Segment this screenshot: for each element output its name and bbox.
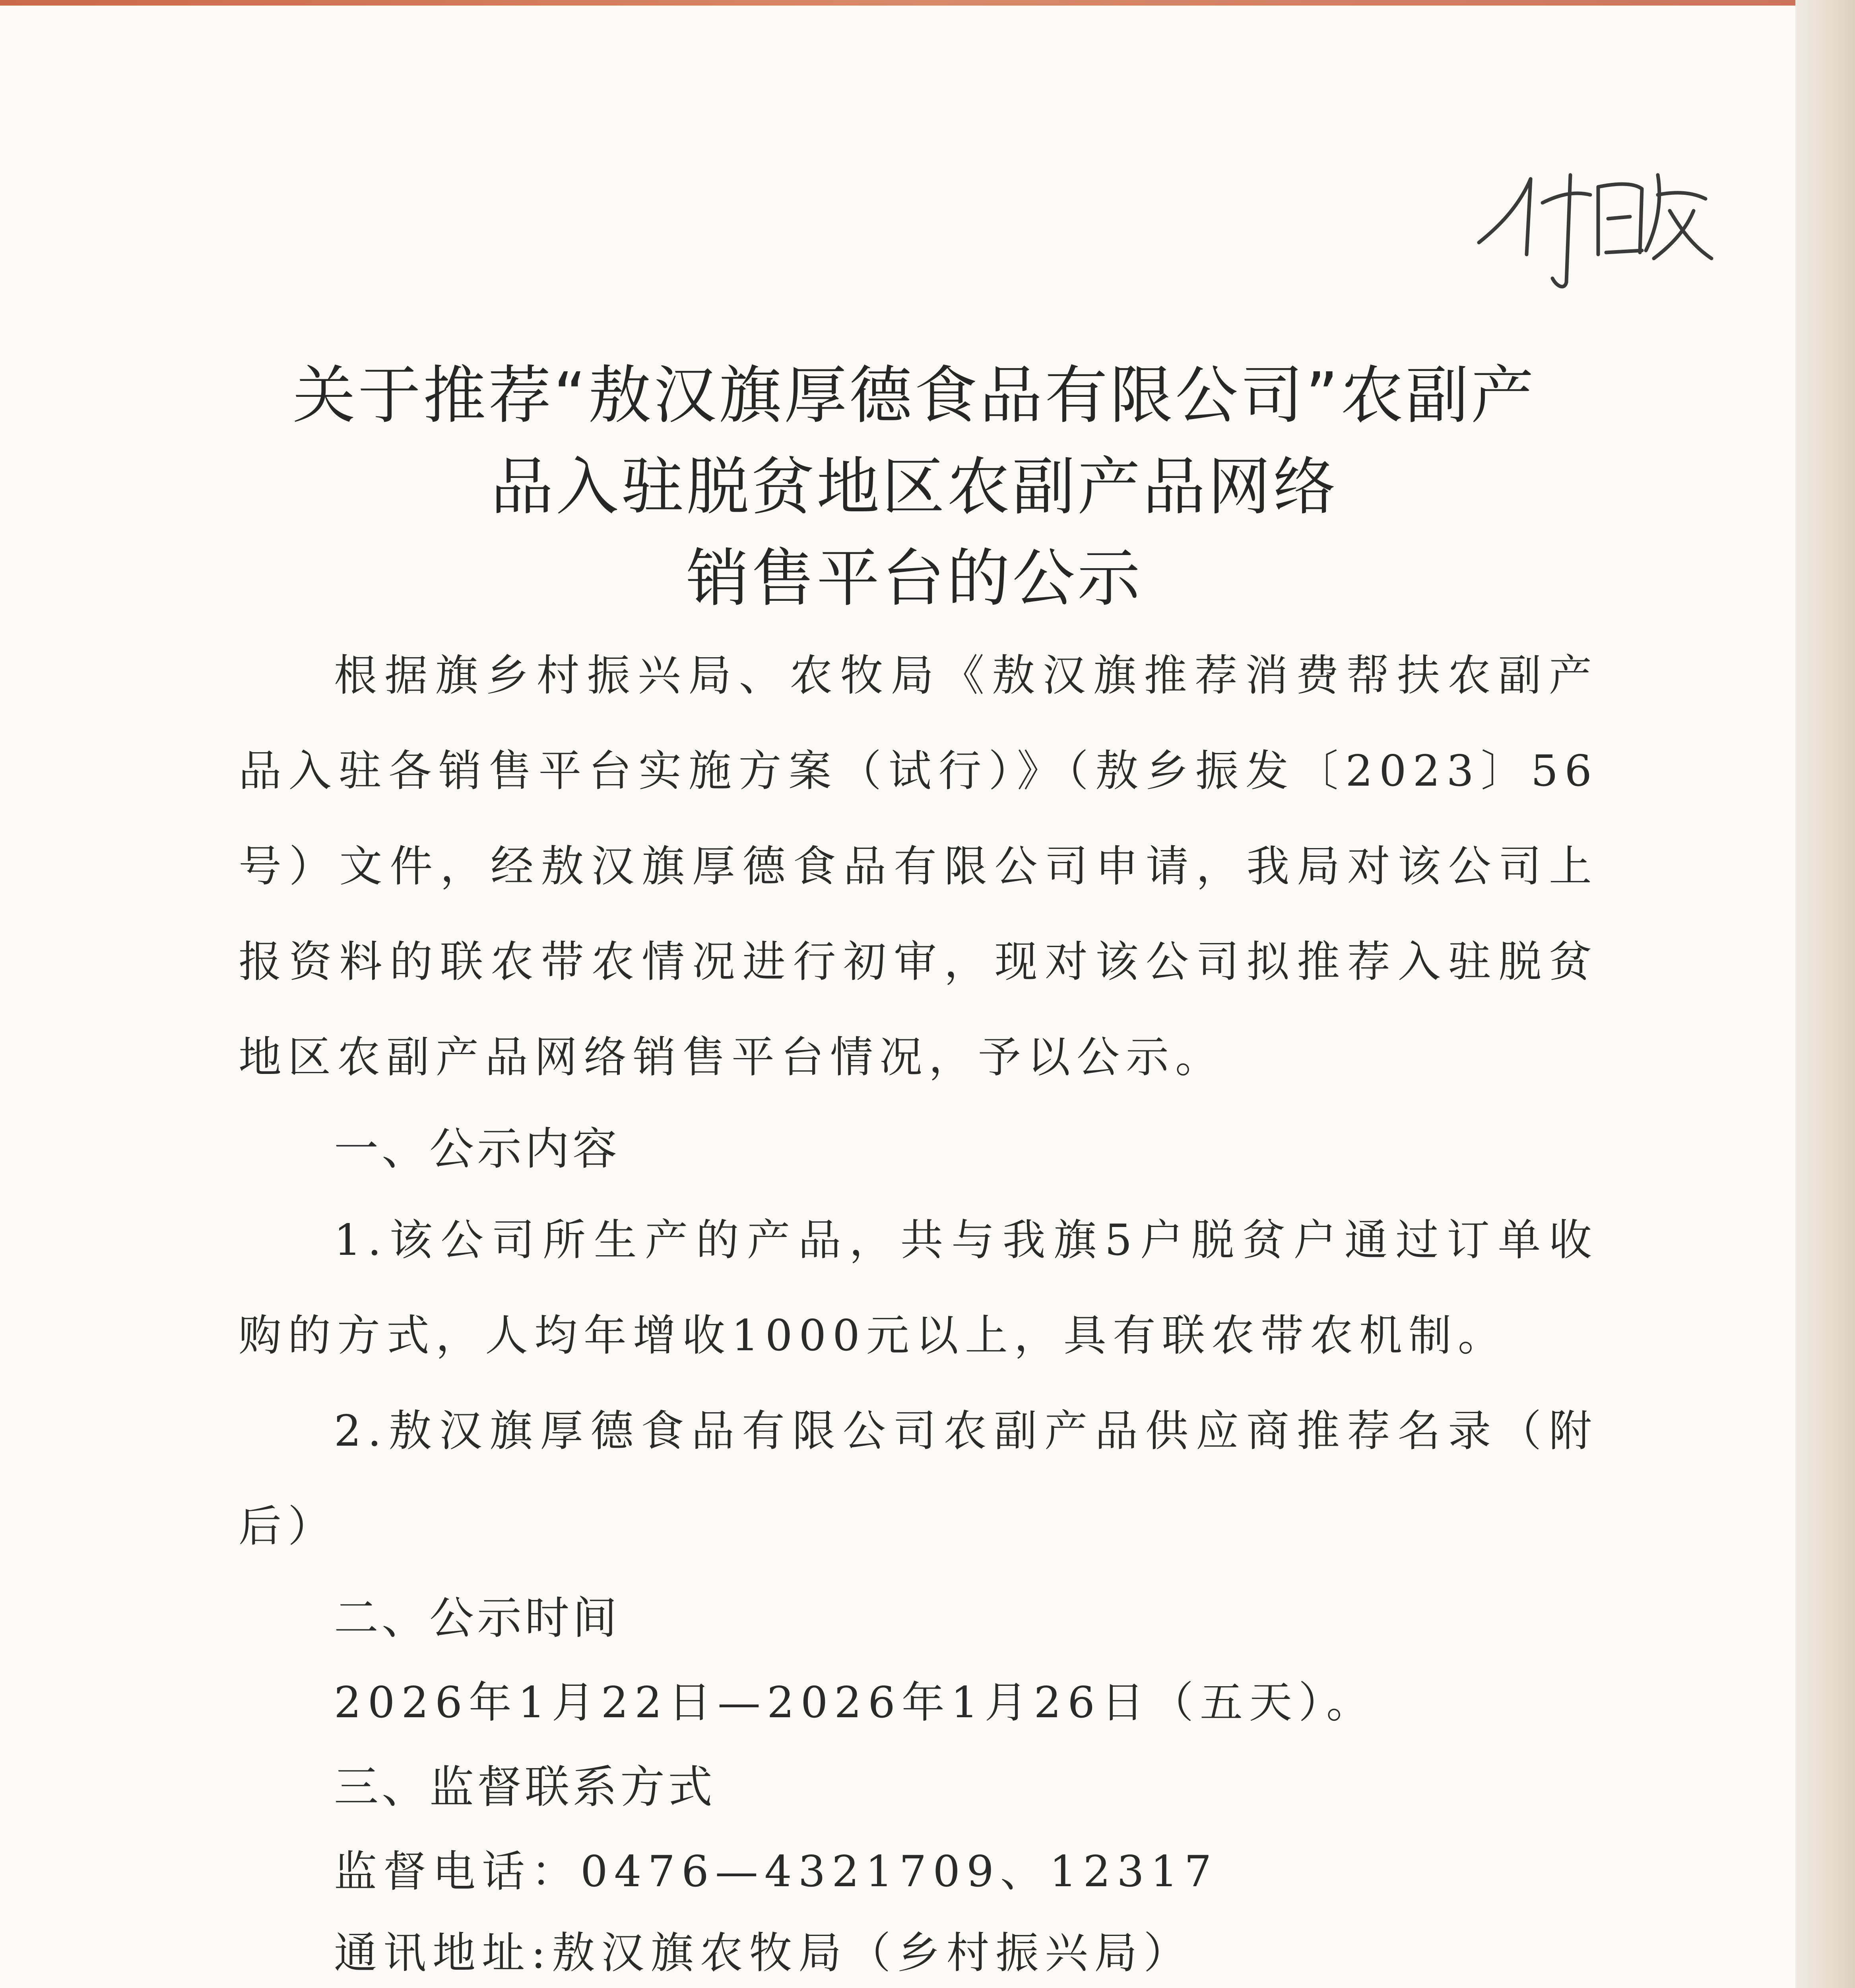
section-1-heading: 一、公示内容 xyxy=(334,1123,620,1175)
section-1-item-1: 1.该公司所生产的产品，共与我旗5户脱贫户通过订单收购的方式，人均年增收1000元以上，具有联农带农机制。 xyxy=(239,1215,1598,1361)
title-line-3: 销售平台的公示 xyxy=(686,542,1143,615)
section-2-heading: 二、公示时间 xyxy=(334,1592,620,1644)
page-edge-top xyxy=(0,0,1855,6)
title-line-1: 关于推荐“敖汉旗厚德食品有限公司”农副产 xyxy=(293,359,1536,432)
section-2-text: 2026年1月22日—2026年1月26日（五天）。 xyxy=(334,1678,1376,1728)
page-edge-right xyxy=(1795,0,1855,1988)
document-body xyxy=(239,628,1598,1988)
intro-paragraph: 根据旗乡村振兴局、农牧局《敖汉旗推荐消费帮扶农副产品入驻各销售平台实施方案（试行）》（敖乡振发〔2023〕56号）文件，经敖汉旗厚德食品有限公司申请，我局对该公司上报资料的联农带农情况进行初审，现对该公司拟推荐入驻脱贫地区农副产品网络销售平台情况，予以公示。 xyxy=(239,651,1598,1082)
section-1-item-2: 2.敖汉旗厚德食品有限公司农副产品供应商推荐名录（附后） xyxy=(239,1406,1598,1551)
handwritten-signature xyxy=(1471,151,1717,294)
supervision-phone: 监督电话：0476—4321709、12317 xyxy=(334,1847,1218,1897)
title-line-2: 品入驻脱贫地区农副产品网络 xyxy=(491,450,1338,524)
mailing-address: 通讯地址:敖汉旗农牧局（乡村振兴局） xyxy=(334,1928,1193,1978)
section-3-heading: 三、监督联系方式 xyxy=(334,1761,716,1813)
document-title xyxy=(223,350,1606,624)
